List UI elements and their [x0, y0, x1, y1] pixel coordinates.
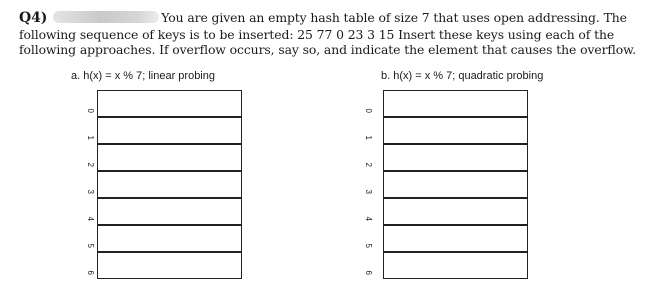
hash-slot-3 — [97, 171, 242, 198]
index-label: 5 — [86, 243, 95, 248]
index-label: 6 — [86, 270, 95, 275]
hash-slot-2 — [383, 144, 528, 171]
hash-slot-6 — [97, 252, 242, 279]
question-line-3: following approaches. If overflow occurs, say so, and indicate the element that causes the overflow. — [19, 42, 636, 58]
hash-slot-0 — [383, 90, 528, 117]
index-label: 1 — [86, 135, 95, 140]
hash-slot-5 — [383, 225, 528, 252]
index-label: 2 — [86, 162, 95, 167]
index-label: 1 — [364, 135, 373, 140]
index-label: 5 — [364, 243, 373, 248]
hash-slot-1 — [383, 117, 528, 144]
part-a-title: a. h(x) = x % 7; linear probing — [71, 70, 215, 82]
index-label: 3 — [364, 189, 373, 194]
hash-slot-4 — [97, 198, 242, 225]
question-line-1-text: You are given an empty hash table of size 7 that uses open addressing. The — [161, 10, 627, 25]
question-line-1 — [19, 10, 659, 27]
hash-slot-0 — [97, 90, 242, 117]
hash-slot-1 — [97, 117, 242, 144]
hash-slot-2 — [97, 144, 242, 171]
hash-slot-3 — [383, 171, 528, 198]
redacted-name — [53, 11, 159, 23]
index-label: 3 — [86, 189, 95, 194]
index-label: 2 — [364, 162, 373, 167]
question-line-2: following sequence of keys is to be inserted: 25 77 0 23 3 15 Insert these keys using each of the — [19, 26, 615, 42]
hash-slot-4 — [383, 198, 528, 225]
part-b-title: b. h(x) = x % 7; quadratic probing — [381, 70, 544, 82]
index-label: 6 — [364, 270, 373, 275]
hash-slot-6 — [383, 252, 528, 279]
index-label: 0 — [86, 108, 95, 113]
index-label: 4 — [86, 216, 95, 221]
index-label: 4 — [364, 216, 373, 221]
question-number: Q4) — [19, 10, 48, 26]
hash-slot-5 — [97, 225, 242, 252]
index-label: 0 — [364, 108, 373, 113]
question-text — [19, 10, 659, 58]
